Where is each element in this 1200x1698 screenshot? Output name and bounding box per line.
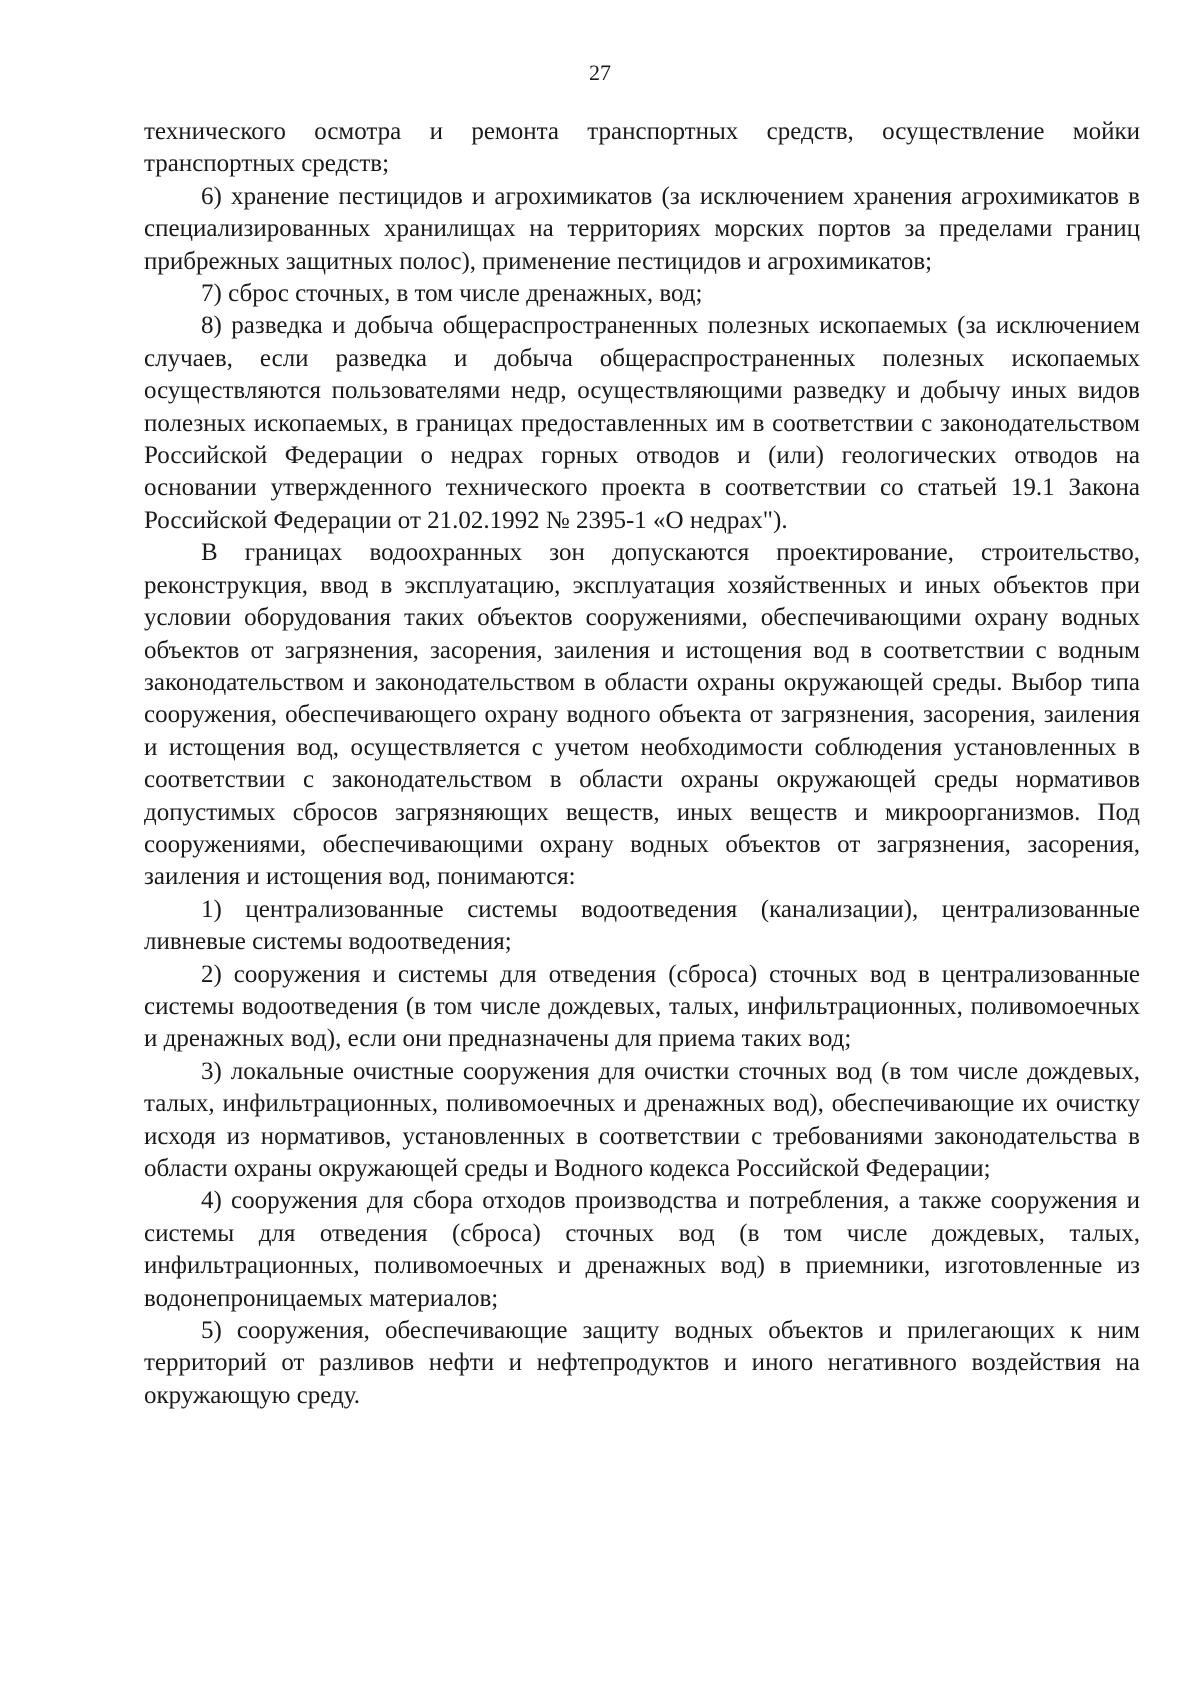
paragraph-structure-5: 5) сооружения, обеспечивающие защиту водных объектов и прилегающих к ним территорий от разливов нефти и нефтепродуктов и иного негативного воздействия на окружающую среду.	[144, 1317, 1140, 1409]
paragraph-structure-2: 2) сооружения и системы для отведения (сброса) сточных вод в централизованные системы водоотведения (в том числе дождевых, талых, инфильтрационных, поливомоечных и дренажных вод), если они предназначены для приема таких вод;	[144, 960, 1140, 1053]
document-body	[144, 116, 1140, 1412]
page-number: 27	[589, 60, 611, 85]
paragraph-structure-3: 3) локальные очистные сооружения для очистки сточных вод (в том числе дождевых, талых, инфильтрационных, поливомоечных и дренажных вод), обеспечивающие их очистку исходя из нормативов, установленных в соответствии с требованиями законодательства в области охраны окружающей среды и Водного кодекса Российской Федерации;	[144, 1057, 1140, 1182]
paragraph-item-8: 8) разведка и добыча общераспространенных полезных ископаемых (за исключением случаев, если разведка и добыча общераспространенных полезных ископаемых осуществляются пользователями недр, осуществляющими разведку и добычу иных видов полезных ископаемых, в границах предоставленных им в соответствии с законодательством Российской Федерации о недрах горных отводов и (или) геологических отводов на основании утвержденного технического проекта в соответствии со статьей 19.1 Закона Российской Федерации от 21.02.1992 № 2395-1 «О недрах").	[144, 312, 1140, 534]
paragraph-structure-4: 4) сооружения для сбора отходов производства и потребления, а также сооружения и системы для отведения (сброса) сточных вод (в том числе дождевых, талых, инфильтрационных, поливомоечных и дренажных вод) в приемники, изготовленные из водонепроницаемых материалов;	[144, 1187, 1140, 1312]
paragraph-item-7: 7) сброс сточных, в том числе дренажных, вод;	[201, 280, 703, 308]
paragraph-water-protection-zones: В границах водоохранных зон допускаются проектирование, строительство, реконструкция, ввод в эксплуатацию, эксплуатация хозяйственных и иных объектов при условии оборудования таких объектов сооружениями, обеспечивающими охрану водных объектов от загрязнения, засорения, заиления и истощения вод в соответствии с водным законодательством и законодательством в области охраны окружающей среды. Выбор типа сооружения, обеспечивающего охрану водного объекта от загрязнения, засорения, заиления и истощения вод, осуществляется с учетом необходимости соблюдения установленных в соответствии с законодательством в области охраны окружающей среды нормативов допустимых сбросов загрязняющих веществ, иных веществ и микроорганизмов. Под сооружениями, обеспечивающими охрану водных объектов от загрязнения, засорения, заиления и истощения вод, понимаются:	[144, 539, 1140, 891]
paragraph-item-6: 6) хранение пестицидов и агрохимикатов (за исключением хранения агрохимикатов в специализированных хранилищах на территориях морских портов за пределами границ прибрежных защитных полос), применение пестицидов и агрохимикатов;	[144, 182, 1140, 275]
paragraph-continuation: технического осмотра и ремонта транспортных средств, осуществление мойки транспортных средств;	[144, 118, 1140, 178]
paragraph-structure-1: 1) централизованные системы водоотведения (канализации), централизованные ливневые системы водоотведения;	[144, 895, 1140, 956]
